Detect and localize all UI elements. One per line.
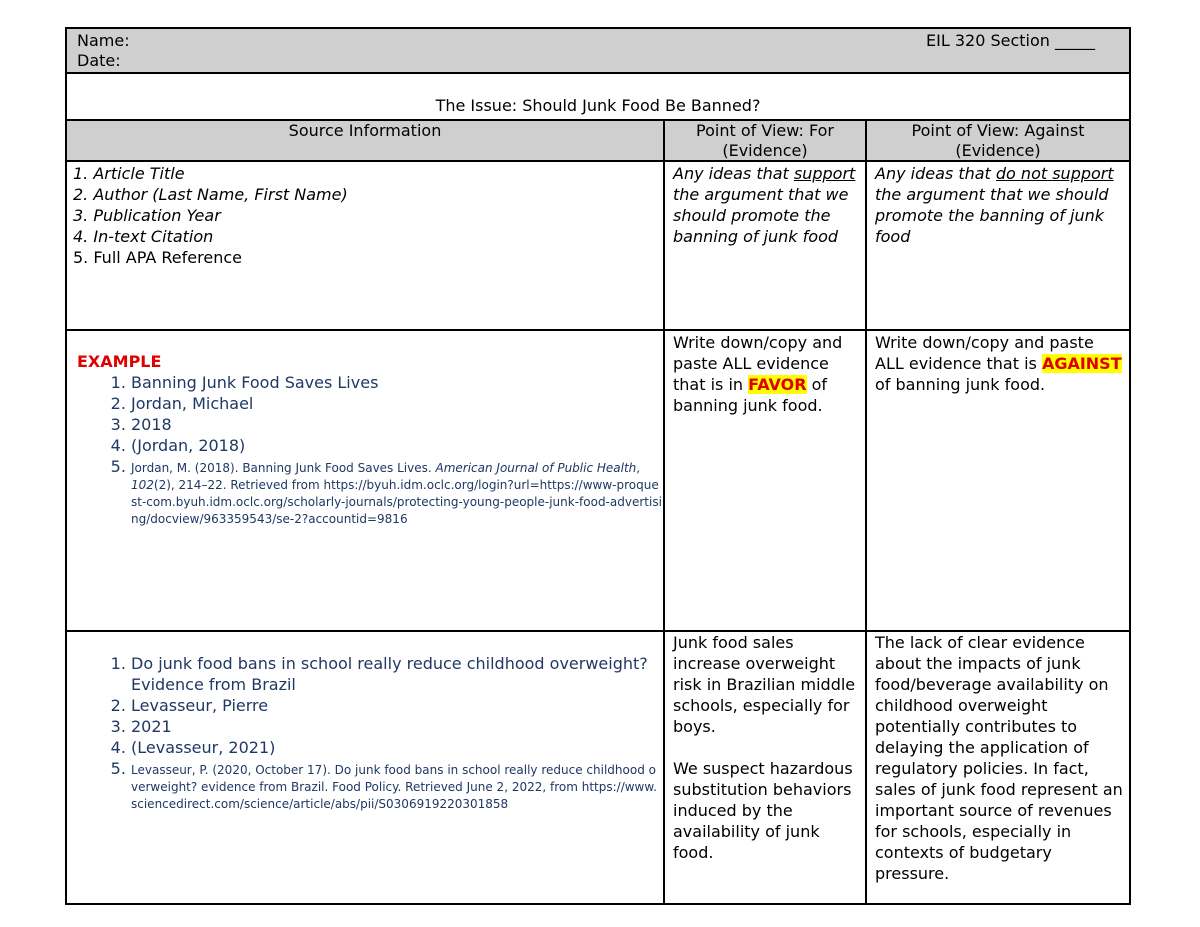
example-ref-volume: 102 xyxy=(131,478,154,492)
instructions-source xyxy=(67,162,663,329)
header-source xyxy=(67,121,663,160)
instr-item-citation: 4. In-text Citation xyxy=(73,227,214,246)
example-against-highlight: AGAINST xyxy=(1041,354,1122,373)
example-against-pre: Write down/copy and paste ALL evidence that is xyxy=(875,333,1094,373)
instr-against-underline-1: do not xyxy=(995,164,1053,183)
header-for xyxy=(663,121,865,160)
levasseur-for-p2: We suspect hazardous substitution behaviors induced by the availability of junk food. xyxy=(673,759,853,862)
header-source-label: Source Information xyxy=(288,121,442,140)
example-against xyxy=(865,331,1129,630)
levasseur-title: 1. Do junk food bans in school really reduce childhood overweight? Evidence from Brazil xyxy=(131,653,663,695)
instr-item-author: 2. Author (Last Name, First Name) xyxy=(73,185,348,204)
example-for xyxy=(663,331,865,630)
name-date-block xyxy=(77,31,130,71)
example-for-pre: Write down/copy and paste ALL evidence that is in xyxy=(673,333,843,394)
date-label: Date: xyxy=(77,51,121,70)
levasseur-for-p1: Junk food sales increase overweight risk in Brazilian middle schools, especially for boys. xyxy=(673,633,856,736)
example-label: EXAMPLE xyxy=(77,352,162,371)
instr-against-post: the argument that we should promote the banning of junk food xyxy=(875,185,1109,246)
levasseur-citation: 4. (Levasseur, 2021) xyxy=(131,737,663,758)
example-for-post: of banning junk food. xyxy=(673,375,828,415)
header-for-line1: Point of View: For xyxy=(696,121,834,140)
levasseur-year: 3. 2021 xyxy=(131,716,663,737)
example-year: 3. 2018 xyxy=(131,414,663,435)
student-info-row xyxy=(67,29,1129,72)
instr-for-pre: Any ideas that xyxy=(673,164,794,183)
example-citation: 4. (Jordan, 2018) xyxy=(131,435,663,456)
instructions-against xyxy=(865,162,1129,329)
example-source xyxy=(67,331,663,630)
instr-for-post: the argument that we should promote the banning of junk food xyxy=(673,185,849,246)
header-against-line2: (Evidence) xyxy=(955,141,1041,160)
example-author: 2. Jordan, Michael xyxy=(131,393,663,414)
levasseur-author: 2. Levasseur, Pierre xyxy=(131,695,663,716)
example-ref-sep: , xyxy=(636,461,641,475)
instructions-row xyxy=(67,160,1129,329)
levasseur-source-list xyxy=(67,653,663,813)
instr-item-year: 3. Publication Year xyxy=(73,206,221,225)
levasseur-against xyxy=(865,632,1129,905)
header-against xyxy=(865,121,1129,160)
example-ref-pre: Jordan, M. (2018). Banning Junk Food Saves Lives. xyxy=(131,461,436,475)
header-for-line2: (Evidence) xyxy=(722,141,808,160)
instr-against-pre: Any ideas that xyxy=(875,164,996,183)
levasseur-source xyxy=(67,632,663,905)
example-reference xyxy=(131,456,663,528)
levasseur-row xyxy=(67,630,1129,905)
instr-against-underline-2: support xyxy=(1052,164,1114,183)
example-ref-journal: American Journal of Public Health xyxy=(435,461,637,475)
header-against-line1: Point of View: Against xyxy=(911,121,1085,140)
example-source-list xyxy=(67,372,663,528)
section-label: EIL 320 Section _____ xyxy=(926,31,1095,50)
instr-for-underline: support xyxy=(793,164,856,183)
issue-row xyxy=(67,72,1129,119)
example-row xyxy=(67,329,1129,630)
example-title: 1. Banning Junk Food Saves Lives xyxy=(131,372,663,393)
levasseur-reference: 5. Levasseur, P. (2020, October 17). Do junk food bans in school really reduce childhood overweight? evidence from Brazil. Food Policy. Retrieved June 2, 2022, from https://www.sciencedirect.com/science/article/abs/pii/S0306919220301858 xyxy=(131,758,663,813)
issue-title: The Issue: Should Junk Food Be Banned? xyxy=(435,96,761,115)
example-against-post: of banning junk food. xyxy=(875,375,1046,394)
name-label: Name: xyxy=(77,31,130,50)
instr-item-reference: 5. Full APA Reference xyxy=(73,248,242,267)
example-for-highlight: FAVOR xyxy=(748,375,807,394)
worksheet-table xyxy=(65,27,1131,905)
example-ref-post: (2), 214–22. Retrieved from https://byuh.idm.oclc.org/login?url=https://www-proquest-com.byuh.idm.oclc.org/scholarly-journals/protecting-young-people-junk-food-advertising/docview/963359543/se-2?accountid=9816 xyxy=(131,478,662,526)
instructions-for xyxy=(663,162,865,329)
levasseur-for xyxy=(663,632,865,905)
levasseur-against-text: The lack of clear evidence about the impacts of junk food/beverage availability on childhood overweight potentially contributes to delaying the application of regulatory policies. In fact, sales of junk food represent an important source of revenues for schools, especially in contexts of budgetary pressure. xyxy=(875,633,1123,883)
instr-item-title: 1. Article Title xyxy=(73,164,185,183)
column-header-row xyxy=(67,119,1129,160)
